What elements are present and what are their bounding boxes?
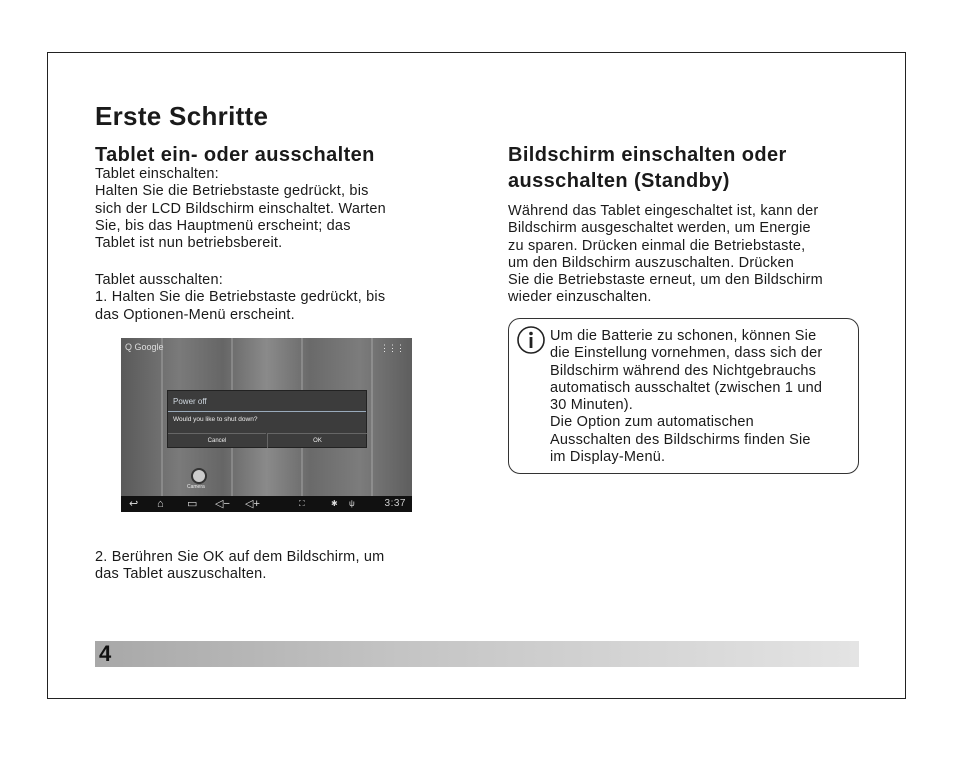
section-heading-power: Tablet ein- oder ausschalten <box>95 144 375 166</box>
footer-bar <box>95 641 859 667</box>
usb-icon: ψ <box>349 499 355 508</box>
home-icon: ⌂ <box>157 498 164 510</box>
info-note-box <box>508 318 859 474</box>
screenshot-icon: ⛶ <box>299 499 305 508</box>
system-navbar <box>121 496 412 512</box>
power-off-dialog <box>167 390 367 448</box>
apps-grid-icon: ⋮⋮⋮ <box>380 343 404 353</box>
back-icon: ↩ <box>129 498 139 510</box>
volume-up-icon: ◁+ <box>245 498 260 510</box>
paragraph-power-on: Tablet einschalten: Halten Sie die Betriebstaste gedrückt, bis sich der LCD Bildschirm einschaltet. Warten Sie, bis das Hauptmenü erscheint; das Tablet ist nun betriebsbereit. <box>95 166 386 252</box>
dialog-title: Power off <box>173 397 207 406</box>
recent-apps-icon: ▭ <box>187 498 198 510</box>
paragraph-standby: Während das Tablet eingeschaltet ist, kann der Bildschirm ausgeschaltet werden, um Energie zu sparen. Drücken einmal die Betriebstaste, um den Bildschirm auszuschalten. Drücken Sie die Betriebstaste erneut, um den Bildschirm wieder einzuschalten. <box>508 203 823 306</box>
dialog-cancel-button: Cancel <box>168 433 266 448</box>
camera-icon <box>191 468 207 484</box>
paragraph-step-2: 2. Berühren Sie OK auf dem Bildschirm, um das Tablet auszuschalten. <box>95 549 385 583</box>
info-note-text: Um die Batterie zu schonen, können Sie die Einstellung vornehmen, dass sich der Bildschirm während des Nichtgebrauchs automatisch ausschaltet (zwischen 1 und 30 Minuten). Die Option zum automatischen Ausschalten des Bildschirms finden Sie im Display-Menü. <box>550 328 823 466</box>
info-icon <box>516 325 546 355</box>
section-heading-standby: Bildschirm einschalten oder ausschalten (Standby) <box>508 144 787 192</box>
volume-down-icon: ◁− <box>215 498 230 510</box>
dialog-ok-button: OK <box>267 433 367 448</box>
google-search-icon: Q Google <box>125 342 164 352</box>
camera-label: Camera <box>187 484 205 490</box>
page-title: Erste Schritte <box>95 101 269 131</box>
dialog-message: Would you like to shut down? <box>173 416 258 423</box>
android-icon: ✱ <box>331 499 338 508</box>
paragraph-power-off: Tablet ausschalten: 1. Halten Sie die Betriebstaste gedrückt, bis das Optionen-Menü erscheint. <box>95 272 386 323</box>
status-clock: 3:37 <box>384 498 406 509</box>
tablet-screenshot <box>121 338 412 512</box>
page-number: 4 <box>99 641 112 666</box>
